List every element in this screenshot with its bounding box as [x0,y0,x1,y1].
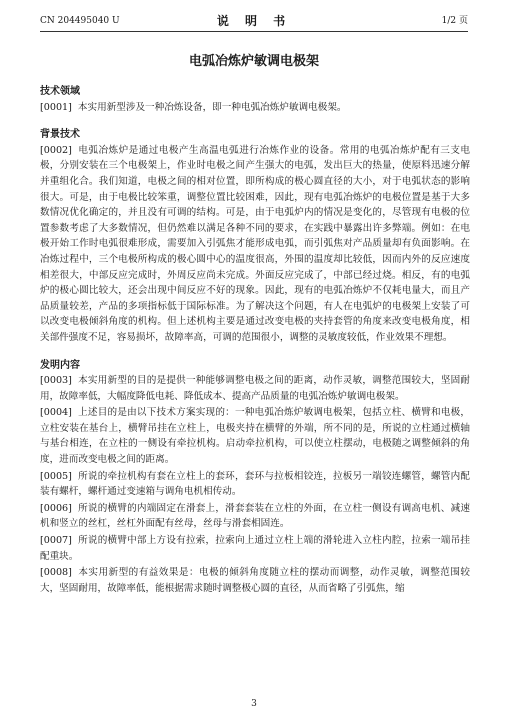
paragraph-number: [0008] [40,567,72,579]
paragraph-number: [0007] [40,535,72,547]
document-title: 电弧冶炼炉敏调电极架 [188,54,319,69]
paragraph [40,405,470,467]
page-header [40,12,468,30]
paragraph-text: 本实用新型的目的是提供一种能够调整电极之间的距离，动作灵敏，调整范围较大，坚固耐用，故障率低，大幅度降低电耗、降低成本、提高产品质量的电弧冶炼炉敏调电极架。 [40,375,470,402]
section-heading: 技术领域 [40,86,80,97]
section [40,84,470,115]
paragraph-text: 本实用新型的有益效果是：电极的倾斜角度随立柱的摆动而调整，动作灵敏，调整范围较大，坚固耐用，故障率低，能根据需求随时调整极心圆的直径，从而省略了引弧焦，缩 [40,567,470,594]
document-body [40,84,470,608]
paragraph-number: [0005] [40,470,72,482]
section [40,127,470,345]
section-heading: 背景技术 [40,129,80,141]
page-indicator: 1/2 页 [441,16,468,26]
paragraph-number: [0006] [40,502,72,514]
paragraph-text: 上述目的是由以下技术方案实现的：一种电弧冶炼炉敏调电极架，包括立柱、横臂和电极，立柱安装在基台上，横臂吊挂在立柱上，电极夹持在横臂的外端，所不同的是，所说的立柱通过横轴与基台相连，在立柱的一侧设有牵拉机构。启动牵拉机构，可以使立柱摆动，电极随之调整倾斜的角度，进而改变电极之间的距离。 [40,407,470,466]
paragraph [40,533,470,564]
document-type: 说 明 书 [216,14,292,28]
paragraph-text: 电弧冶炼炉是通过电极产生高温电弧进行冶炼作业的设备。常用的电弧冶炼炉配有三支电极，分别安装在三个电极架上，作业时电极之间产生强大的电弧，发出巨大的热量，使原料迅速分解并重组化合。我们知道，电极之间的相对位置，即所构成的极心圆直径的大小，对于电弧状态的影响很大。可是，由于电极比较笨重，调整位置比较困难，因此，现有电弧冶炼炉的电极位置是基于大多数情况优化确定的，并且没有可调的结构。可是，由于电弧炉内的情况是变化的，尽管现有电极的位置参数考虑了大多数情况，但仍然难以满足各种不同的要求，在实践中暴露出许多弊端。例如：在电极开始工作时电弧很难形成，需要加入引弧焦才能形成电弧，而引弧焦对产品质量却有负面影响。在冶炼过程中，三个电极所构成的极心圆中心的温度很高，外围的温度却比较低，因而内外的反应速度相差很大，中部反应完成时，外周反应尚未完成。外面反应完成了，中部已经过烧。相反，有的电弧炉的极心圆比较大，还会出现中间反应不好的现象。因此，现有的电弧冶炼炉不仅耗电量大，而且产品质量较差，产品的多项指标低于国际标准。为了解决这个问题，有人在电弧炉的电极架上安装了可以改变电极倾斜角度的机构。但上述机构主要是通过改变电极的夹持套管的角度来改变电极角度，相关部件强度不足，容易损坏，故障率高，可调的范围很小，调整的灵敏度较低，作业效果不理想。 [40,144,470,343]
paragraph [40,469,470,500]
section-heading: 发明内容 [40,359,80,371]
paragraph-number: [0004] [40,407,72,419]
page-number: 3 [251,699,257,709]
paragraph [40,373,470,404]
section [40,358,470,597]
header-rule [40,31,468,32]
paragraph-text: 所说的牵拉机构有套在立柱上的套环，套环与拉板相铰连，拉板另一端铰连螺管，螺管内配装有螺杆，螺杆通过变速箱与调角电机相传动。 [40,470,470,498]
paragraph-number: [0003] [40,375,72,387]
paragraph-text: 本实用新型涉及一种冶炼设备，即一种电弧冶炼炉敏调电极架。 [77,101,347,113]
paragraph [40,100,470,116]
paragraph [40,501,470,532]
paragraph-text: 所说的横臂中部上方设有拉索，拉索向上通过立柱上端的滑轮进入立柱内腔，拉索一端吊挂配重块。 [40,535,470,562]
paragraph [40,565,470,596]
publication-number: CN 204495040 U [40,16,120,26]
paragraph-text: 所说的横臂的内端固定在滑套上，滑套套装在立柱的外面，在立柱一侧设有调高电机、减速机和竖立的丝杠，丝杠外面配有丝母，丝母与滑套相固连。 [40,502,470,530]
paragraph [40,143,470,346]
paragraph-number: [0002] [40,144,72,156]
paragraph-number: [0001] [40,101,72,113]
